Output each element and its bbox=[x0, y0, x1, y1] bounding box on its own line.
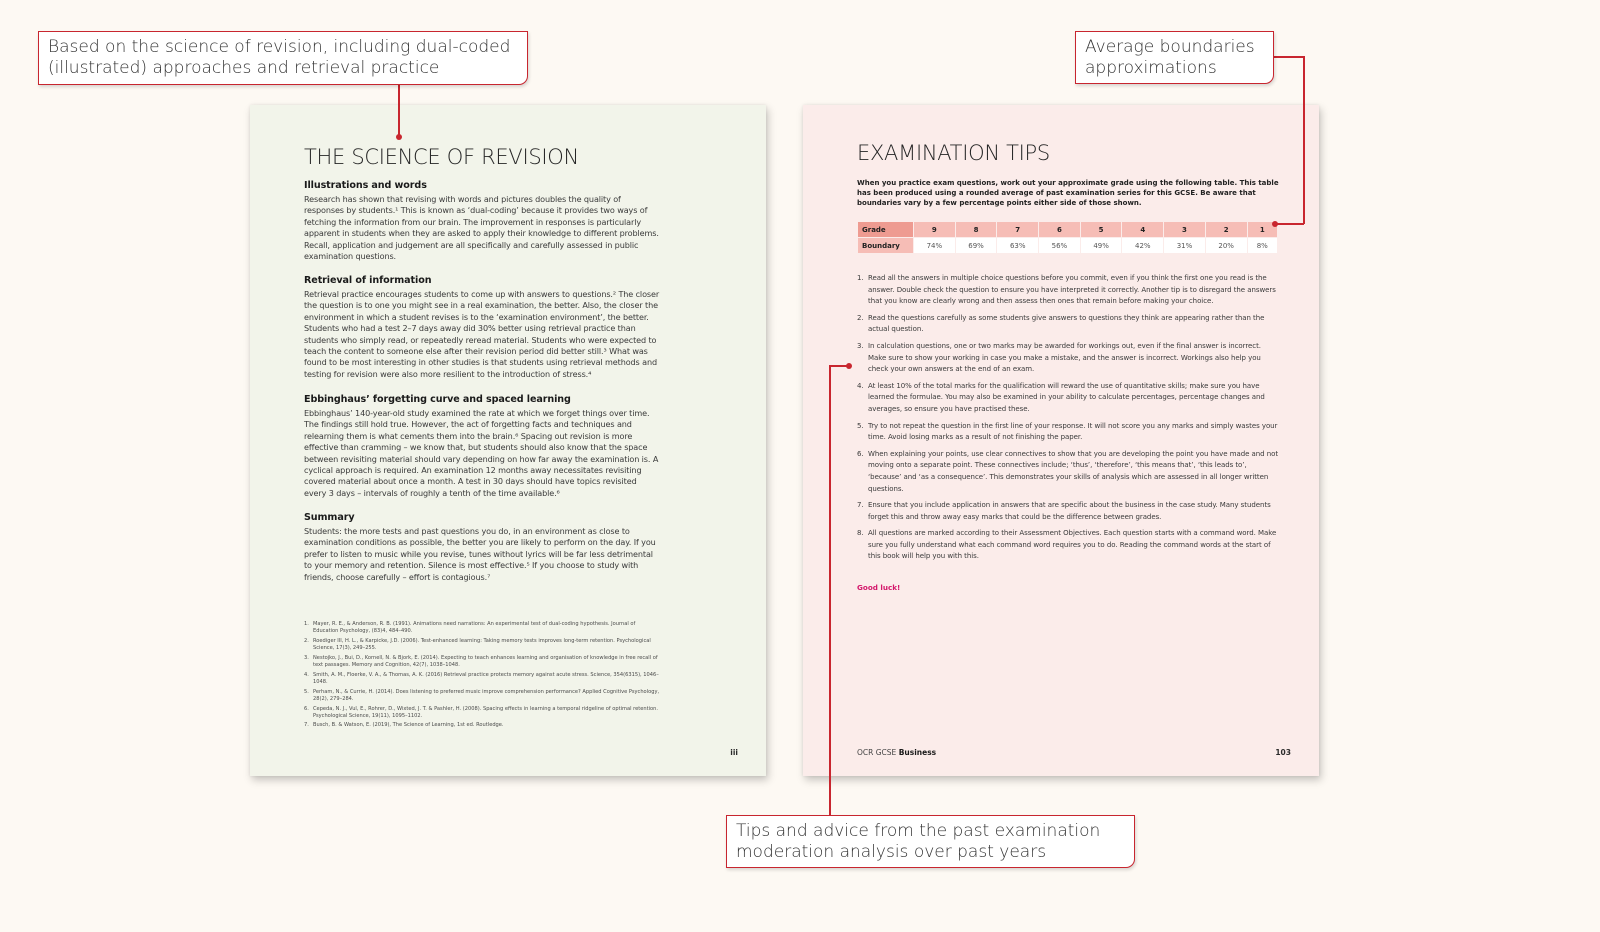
callout-connector-line bbox=[1303, 56, 1305, 224]
tip-item: 4. At least 10% of the total marks for the qualification will reward the use of quantitative skills; make sure you have learned the formulae. You may also be examined in your ability to calculate percentages, percentage changes and averages, so ensure you have practised these. bbox=[857, 381, 1265, 413]
grade-cell: 2 bbox=[1205, 222, 1247, 238]
boundary-cell: 42% bbox=[1122, 238, 1164, 254]
page-examination-tips bbox=[803, 105, 1319, 776]
tips-list bbox=[857, 273, 1281, 568]
callout-connector-line bbox=[1276, 223, 1304, 225]
tip-item: 3. In calculation questions, one or two marks may be awarded for workings out, even if the final answer is incorrect. Make sure to show your working in case you make a mistake, and the answer is incorrect. Workings also help you check your own answers at the end of an exam. bbox=[857, 341, 1261, 374]
grade-cell: 1 bbox=[1247, 222, 1278, 238]
section-heading: Retrieval of information bbox=[304, 275, 432, 286]
boundary-row bbox=[858, 238, 1278, 254]
grade-cell: 5 bbox=[1080, 222, 1122, 238]
reference-item: 4. Smith, A. M., Floerke, V. A., & Thomas, A. K. (2016) Retrieval practice protects memory against acute stress. Science, 354(6315), 1046–1048. bbox=[304, 671, 659, 685]
grade-row bbox=[858, 222, 1278, 238]
section-body: Retrieval practice encourages students to come up with answers to questions.² The closer the question is to one you might see in a real examination, the better. Also, the closer the environment in which a student revises is to the ‘examination environment’, the better. Students who had a test 2–7 days away did 30% better using retrieval practice than students who simply read, or repeatedly reread material. Students who were expected to teach the content to someone else after their revision period did better still.³ What was found to be most interesting in other studies is that students using retrieval methods and testing for revision were also more resilient to the introduction of stress.⁴ bbox=[304, 289, 660, 379]
section-heading: Ebbinghaus’ forgetting curve and spaced learning bbox=[304, 394, 571, 405]
connector-dot bbox=[846, 363, 852, 369]
callout-connector-line bbox=[829, 365, 831, 816]
reference-item: 6. Cepeda, N. J., Vul, E., Rohrer, D., Wixted, J. T. & Pashler, H. (2008). Spacing effects in learning a temporal ridgeline of optimal retention. Psychological Science, 19(11), 1095–1102. bbox=[304, 705, 658, 719]
section-illustrations bbox=[304, 180, 660, 262]
connector-dot bbox=[1272, 221, 1278, 227]
boundary-cell: 69% bbox=[955, 238, 997, 254]
grade-boundary-table bbox=[857, 221, 1278, 254]
boundary-cell: 8% bbox=[1247, 238, 1278, 254]
boundary-cell: 74% bbox=[914, 238, 956, 254]
callout-average-boundaries: Average boundaries approximations bbox=[1075, 31, 1274, 84]
grade-cell: 4 bbox=[1122, 222, 1164, 238]
grade-cell: 7 bbox=[997, 222, 1039, 238]
section-ebbinghaus bbox=[304, 394, 660, 499]
boundary-cell: 49% bbox=[1080, 238, 1122, 254]
reference-item: 1. Mayer, R. E., & Anderson, R. B. (1991). Animations need narrations: An experimental test of dual-coding hypothesis. Journal of Education Psychology, (83)4, 484–490. bbox=[304, 621, 636, 635]
boundary-cell: 31% bbox=[1164, 238, 1206, 254]
reference-item: 3. Nestojko, J., Bui, D., Kornell, N. & Bjork, E. (2014). Expecting to teach enhances learning and organisation of knowledge in free recall of text passages. Memory and Cognition, 42(7), 1038–1048. bbox=[304, 654, 658, 669]
callout-connector-line bbox=[1273, 56, 1304, 58]
boundary-cell: 20% bbox=[1205, 238, 1247, 254]
intro-text: When you practice exam questions, work out your approximate grade using the following table. This table has been produced using a rounded average of past examination series for this GCSE. Be aware that boundaries vary by a few percentage points either side of those shown. bbox=[857, 179, 1279, 207]
grade-label: Grade bbox=[858, 222, 914, 238]
tip-item: 7. Ensure that you include application in answers that are specific about the business in the case study. Many students forget this and throw away easy marks that could be the difference between grades. bbox=[857, 501, 1271, 521]
book-title-footer: OCR GCSE Business bbox=[857, 748, 937, 757]
reference-item: 2. Roediger III, H. L., & Karpicke, J.D. (2006). Test-enhanced learning: Taking memory tests improves long-term retention. Psychological Science, 17(3), 249–255. bbox=[304, 637, 651, 652]
tip-item: 8. All questions are marked according to their Assessment Objectives. Each question starts with a command word. Make sure you fully understand what each command word requires you to do. Reading the command words at the start of this book will help you with this. bbox=[857, 529, 1277, 561]
page-number: 103 bbox=[1275, 748, 1291, 757]
grade-cell: 3 bbox=[1164, 222, 1206, 238]
connector-dot bbox=[396, 134, 402, 140]
section-body: Ebbinghaus’ 140-year-old study examined the rate at which we forget things over time. The findings still hold true. However, the act of forgetting facts and techniques and relearning them is what cements them into the brain.⁶ Spacing out revision is more effective than cramming – we know that, but students should also know that the space between revisiting material should vary depending on how far away the examination is. A cyclical approach is required. An examination 12 months away necessitates revisiting covered material about once a month. A test in 30 days should have topics revisited every 3 days – intervals of roughly a tenth of the time available.⁶ bbox=[304, 408, 659, 498]
tip-item: 6. When explaining your points, use clear connectives to show that you are developing the point you have made and not moving onto a separate point. These connectives include; ‘thus’, ‘therefore’, ‘this means that’, ‘this leads to’, ‘because’ and ‘as a consequence’. This demonstrates your skills of analysis which are assessed in all longer written questions. bbox=[857, 449, 1279, 493]
page-science-of-revision bbox=[250, 105, 766, 776]
page-title: EXAMINATION TIPS bbox=[857, 141, 1050, 165]
reference-item: 7. Busch, B. & Watson, E. (2019), The Science of Learning, 1st ed. Routledge. bbox=[304, 722, 504, 729]
callout-connector-line bbox=[398, 84, 400, 137]
good-luck-text: Good luck! bbox=[857, 583, 901, 592]
grade-cell: 6 bbox=[1039, 222, 1081, 238]
tip-item: 2. Read the questions carefully as some students give answers to questions they think are appearing rather than the actual question. bbox=[857, 313, 1265, 334]
section-body: Students: the more tests and past questions you do, in an environment as close to examination conditions as possible, the better you are likely to perform on the day. If you prefer to listen to music while you revise, tunes without lyrics will be far less detrimental to your memory and retention. Silence is most effective.⁵ If you choose to study with friends, choose carefully – effort is contagious.⁷ bbox=[304, 526, 656, 582]
boundary-cell: 63% bbox=[997, 238, 1039, 254]
section-summary bbox=[304, 512, 660, 583]
section-heading: Summary bbox=[304, 512, 355, 523]
tip-item: 1. Read all the answers in multiple choice questions before you commit, even if you think the first one you read is the answer. Double check the question to ensure you have interpreted it correctly. Another tip is to disregard the answers that you know are clearly wrong and then assess then ones that remain before making your choice. bbox=[857, 274, 1276, 306]
grade-cell: 8 bbox=[955, 222, 997, 238]
grade-cell: 9 bbox=[914, 222, 956, 238]
callout-science-of-revision: Based on the science of revision, including dual-coded (illustrated) approaches and retrieval practice bbox=[38, 31, 528, 85]
references-list bbox=[304, 621, 660, 732]
boundary-cell: 56% bbox=[1039, 238, 1081, 254]
tip-item: 5. Try to not repeat the question in the first line of your response. It will not score you any marks and simply wastes your time. Avoid losing marks as a result of not finishing the paper. bbox=[857, 421, 1278, 442]
section-body: Research has shown that revising with words and pictures doubles the quality of responses by students.¹ This is known as ‘dual-coding’ because it provides two ways of fetching the information from our brain. The improvement in responses is particularly apparent in students when they are asked to apply their knowledge to different problems. Recall, application and judgement are all specifically and carefully assessed in public examination questions. bbox=[304, 194, 659, 262]
page-number: iii bbox=[730, 748, 738, 757]
boundary-label: Boundary bbox=[858, 238, 914, 254]
section-heading: Illustrations and words bbox=[304, 180, 427, 191]
page-title: THE SCIENCE OF REVISION bbox=[304, 145, 579, 169]
section-retrieval bbox=[304, 275, 660, 380]
reference-item: 5. Perham, N., & Currie, H. (2014). Does listening to preferred music improve comprehension performance? Applied Cognitive Psychology, 28(2), 279–284. bbox=[304, 688, 660, 702]
callout-tips-advice: Tips and advice from the past examination moderation analysis over past years bbox=[726, 815, 1135, 868]
